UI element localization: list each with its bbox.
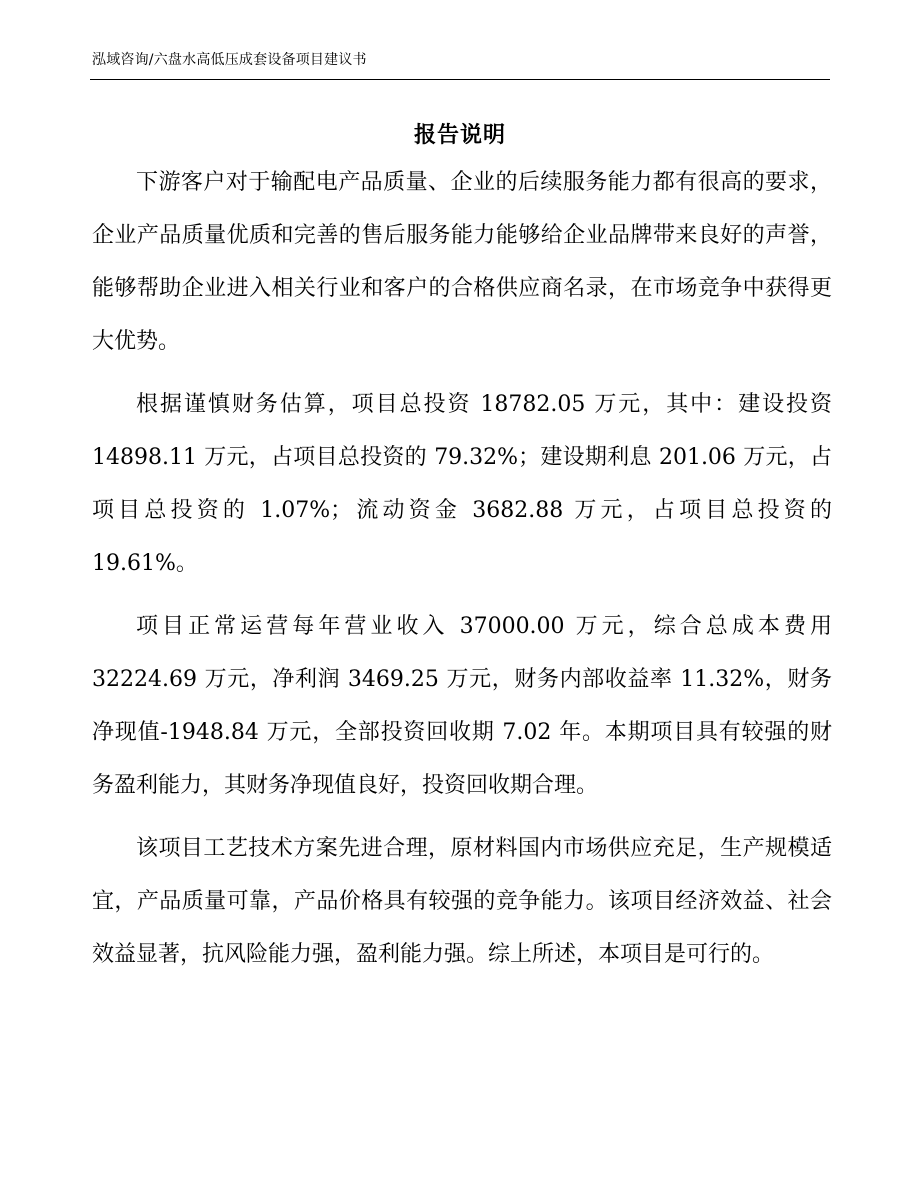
document-body xyxy=(92,156,832,981)
paragraph-conclusion: 该项目工艺技术方案先进合理，原材料国内市场供应充足，生产规模适宜，产品质量可靠，产品价格具有较强的竞争能力。该项目经济效益、社会效益显著，抗风险能力强，盈利能力强。综上所述，本项目是可行的。 xyxy=(92,836,832,967)
page-title: 报告说明 xyxy=(413,123,506,148)
header-divider xyxy=(90,79,830,80)
paragraph-investment: 根据谨慎财务估算，项目总投资 18782.05 万元，其中：建设投资 14898.11 万元，占项目总投资的 79.32%；建设期利息 201.06 万元，占项目总投资的 1.07%；流动资金 3682.88 万元，占项目总投资的 19.61%。 xyxy=(92,392,832,576)
paragraph-financials: 项目正常运营每年营业收入 37000.00 万元，综合总成本费用 32224.69 万元，净利润 3469.25 万元，财务内部收益率 11.32%，财务净现值-1948.84 万元，全部投资回收期 7.02 年。本期项目具有较强的财务盈利能力，其财务净现值良好，投资回收期合理。 xyxy=(92,614,832,798)
running-header: 泓域咨询/六盘水高低压成套设备项目建议书 xyxy=(92,52,367,68)
paragraph-market-demand: 下游客户对于输配电产品质量、企业的后续服务能力都有很高的要求，企业产品质量优质和完善的售后服务能力能够给企业品牌带来良好的声誉，能够帮助企业进入相关行业和客户的合格供应商名录，在市场竞争中获得更大优势。 xyxy=(92,170,832,354)
